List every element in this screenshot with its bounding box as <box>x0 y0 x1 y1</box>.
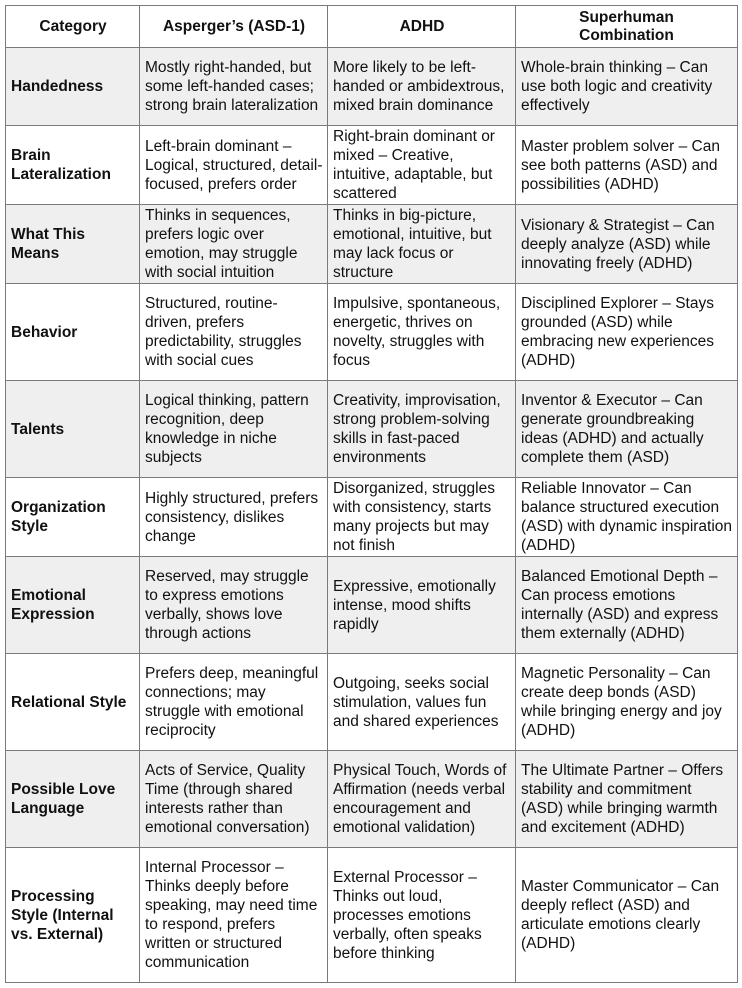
row-adhd: Outgoing, seeks social stimulation, values fun and shared experiences <box>328 654 516 751</box>
header-category: Category <box>6 6 140 48</box>
table-row <box>6 48 738 126</box>
row-asd: Reserved, may struggle to express emotions verbally, shows love through actions <box>140 557 328 654</box>
row-adhd: Disorganized, struggles with consistency, starts many projects but may not finish <box>328 478 516 557</box>
row-adhd: More likely to be left-handed or ambidextrous, mixed brain dominance <box>328 48 516 126</box>
row-adhd: Physical Touch, Words of Affirmation (needs verbal encouragement and emotional validation) <box>328 751 516 848</box>
row-category: Handedness <box>6 48 140 126</box>
row-combination: Disciplined Explorer – Stays grounded (ASD) while embracing new experiences (ADHD) <box>516 284 738 381</box>
row-combination: Balanced Emotional Depth – Can process emotions internally (ASD) and express them externally (ADHD) <box>516 557 738 654</box>
table-row <box>6 848 738 983</box>
row-category: Organization Style <box>6 478 140 557</box>
row-asd: Logical thinking, pattern recognition, deep knowledge in niche subjects <box>140 381 328 478</box>
row-combination: Visionary & Strategist – Can deeply analyze (ASD) while innovating freely (ADHD) <box>516 205 738 284</box>
row-category: Talents <box>6 381 140 478</box>
row-category: Possible Love Language <box>6 751 140 848</box>
row-category: Emotional Expression <box>6 557 140 654</box>
table-body <box>6 48 738 983</box>
row-combination: Master problem solver – Can see both patterns (ASD) and possibilities (ADHD) <box>516 126 738 205</box>
row-asd: Acts of Service, Quality Time (through shared interests rather than emotional conversation) <box>140 751 328 848</box>
row-adhd: External Processor – Thinks out loud, processes emotions verbally, often speaks before thinking <box>328 848 516 983</box>
header-asd: Asperger’s (ASD-1) <box>140 6 328 48</box>
row-combination: The Ultimate Partner – Offers stability and commitment (ASD) while bringing warmth and excitement (ADHD) <box>516 751 738 848</box>
row-category: Relational Style <box>6 654 140 751</box>
table-row <box>6 478 738 557</box>
row-adhd: Thinks in big-picture, emotional, intuitive, but may lack focus or structure <box>328 205 516 284</box>
row-combination: Inventor & Executor – Can generate groundbreaking ideas (ADHD) and actually complete them (ASD) <box>516 381 738 478</box>
row-adhd: Right-brain dominant or mixed – Creative, intuitive, adaptable, but scattered <box>328 126 516 205</box>
row-adhd: Creativity, improvisation, strong problem-solving skills in fast-paced environments <box>328 381 516 478</box>
table-row <box>6 205 738 284</box>
row-asd: Internal Processor – Thinks deeply before speaking, may need time to respond, prefers written or structured communication <box>140 848 328 983</box>
header-combination: Superhuman Combination <box>516 6 738 48</box>
row-combination: Master Communicator – Can deeply reflect (ASD) and articulate emotions clearly (ADHD) <box>516 848 738 983</box>
row-asd: Thinks in sequences, prefers logic over emotion, may struggle with social intuition <box>140 205 328 284</box>
row-asd: Structured, routine-driven, prefers predictability, struggles with social cues <box>140 284 328 381</box>
row-asd: Highly structured, prefers consistency, dislikes change <box>140 478 328 557</box>
row-adhd: Impulsive, spontaneous, energetic, thrives on novelty, struggles with focus <box>328 284 516 381</box>
row-asd: Left-brain dominant – Logical, structured, detail-focused, prefers order <box>140 126 328 205</box>
row-combination: Reliable Innovator – Can balance structured execution (ASD) with dynamic inspiration (ADHD) <box>516 478 738 557</box>
row-combination: Magnetic Personality – Can create deep bonds (ASD) while bringing energy and joy (ADHD) <box>516 654 738 751</box>
header-adhd: ADHD <box>328 6 516 48</box>
row-combination: Whole-brain thinking – Can use both logic and creativity effectively <box>516 48 738 126</box>
table-row <box>6 381 738 478</box>
table-row <box>6 284 738 381</box>
row-category: Processing Style (Internal vs. External) <box>6 848 140 983</box>
row-category: Behavior <box>6 284 140 381</box>
comparison-table <box>5 5 738 983</box>
table-row <box>6 654 738 751</box>
row-category: Brain Lateralization <box>6 126 140 205</box>
table-row <box>6 557 738 654</box>
row-asd: Prefers deep, meaningful connections; may struggle with emotional reciprocity <box>140 654 328 751</box>
row-adhd: Expressive, emotionally intense, mood shifts rapidly <box>328 557 516 654</box>
row-category: What This Means <box>6 205 140 284</box>
table-header <box>6 6 738 48</box>
table-row <box>6 751 738 848</box>
table-row <box>6 126 738 205</box>
row-asd: Mostly right-handed, but some left-handed cases; strong brain lateralization <box>140 48 328 126</box>
